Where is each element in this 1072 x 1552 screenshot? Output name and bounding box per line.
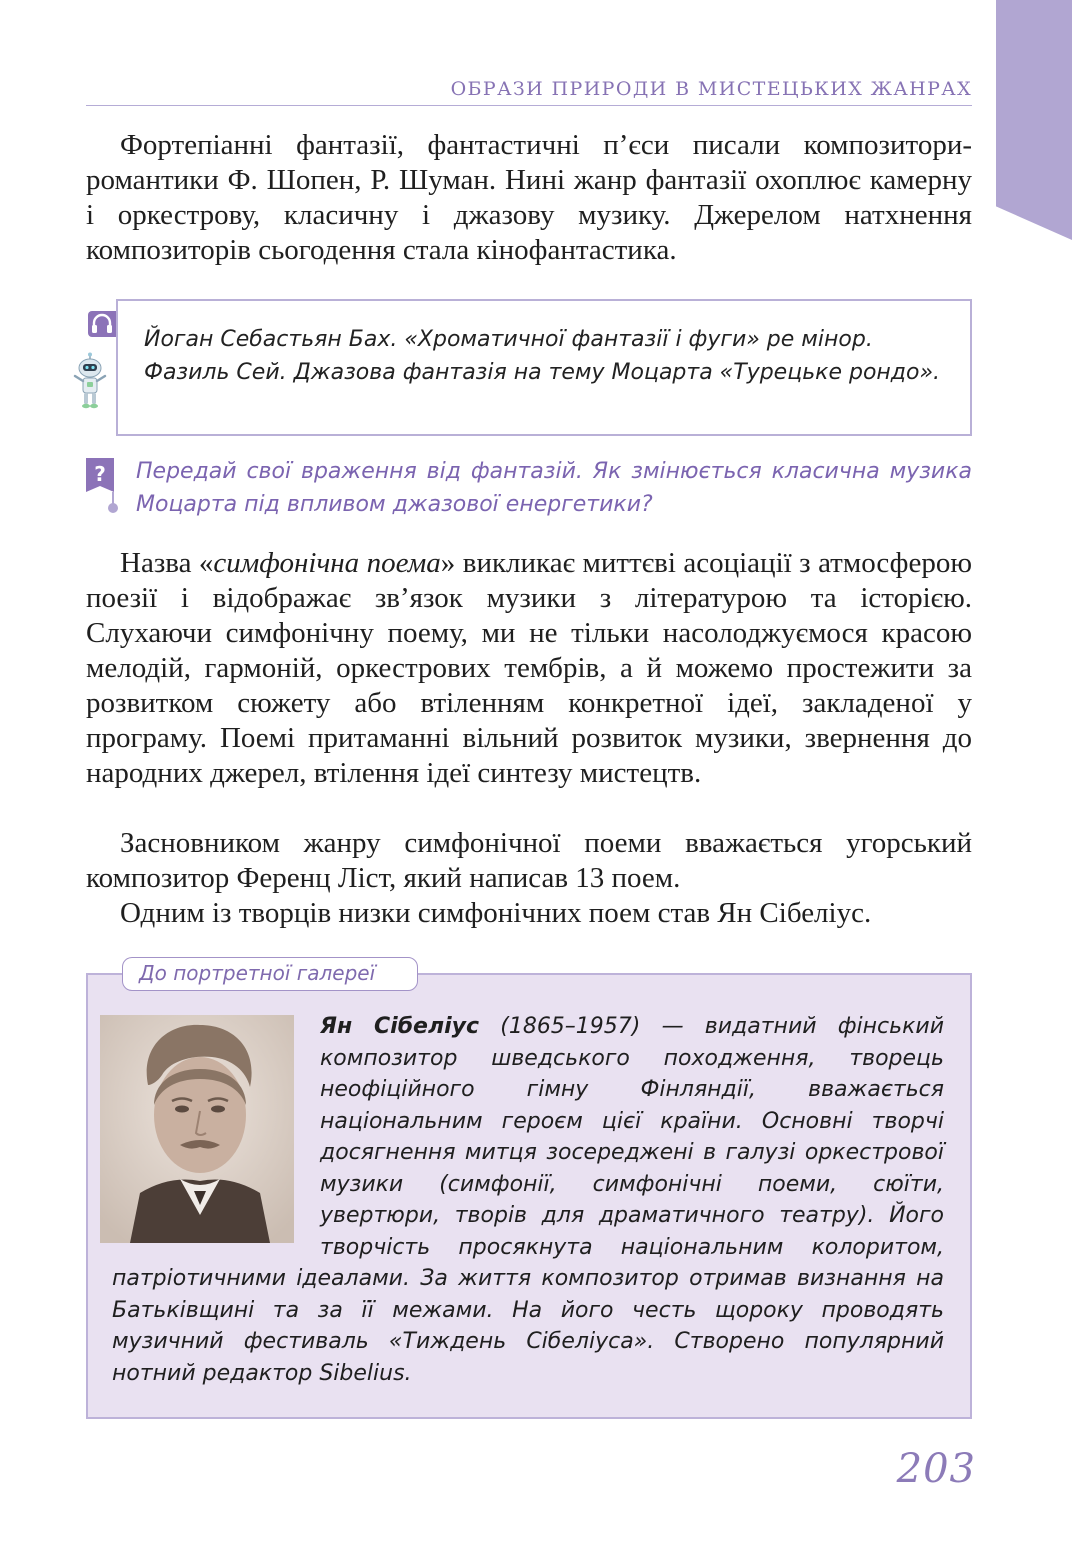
robot-icon (70, 352, 110, 412)
headphones-icon (88, 311, 116, 337)
listening-item-say: Фазиль Сей. Джазова фантазія на тему Моцарта «Турецьке рондо». (144, 360, 941, 385)
portrait-float-space (112, 1011, 320, 1251)
composer-name: Ян Сібеліус (320, 1014, 480, 1039)
listening-item-bach: Йоган Себастьян Бах. «Хроматичної фантазії і фуги» ре мінор. (144, 327, 873, 352)
intro-text: Фортепіанні фантазії, фантастичні п’єси писали композитори-романтики Ф. Шопен, Р. Шуман. Нині жанр фантазії охоплює камерну і оркестрову, класичну і джазову музику. Джерелом натхнення композиторів сьогодення стала кінофантастика. (86, 129, 972, 266)
question-icon (86, 458, 114, 492)
composer-biography (112, 1011, 944, 1389)
page-number: 203 (896, 1446, 976, 1492)
svg-text:?: ? (94, 462, 106, 486)
founder-paragraph (86, 826, 972, 896)
question-text: Передай свої враження від фантазій. Як змінюється класична музика Моцарта під впливом джазової енергетики? (136, 459, 972, 517)
sibelius-paragraph (86, 896, 972, 931)
poem-text-before: Назва « (120, 547, 214, 579)
founder-text: Засновником жанру симфонічної поеми вважається угорський композитор Ференц Ліст, який написав 13 поем. (86, 827, 972, 894)
gallery-label: До портретної галереї (122, 957, 418, 991)
question-marker-dot (108, 503, 118, 513)
poem-term: симфонічна поема (213, 547, 441, 579)
running-head: ОБРАЗИ ПРИРОДИ В МИСТЕЦЬКИХ ЖАНРАХ (86, 74, 972, 106)
intro-paragraph (86, 128, 972, 268)
corner-tab-decoration (996, 0, 1072, 240)
composer-bio-text: (1865–1957) — видатний фінський композитор шведського походження, творець неофіційного гімну Фінляндії, вважається національним героєм цієї країни. Основні творчі досягнення митця зосереджені в галузі оркестрової музики (симфонії, симфонічні поеми, сюїти, увертюри, творів для драматичного театру). Його творчість просякнута національним колоритом, патріотичними ідеалами. За життя композитор отримав визнання на Батьківщині та за її межами. На його честь щороку проводять музичний фестиваль «Тиждень Сібеліуса». Створено популярний нотний редактор Sibelius. (112, 1014, 944, 1386)
listening-box (116, 299, 972, 436)
sibelius-text: Одним із творців низки симфонічних поем став Ян Сібеліус. (120, 897, 872, 929)
poem-text-after: » викликає миттєві асоціації з атмосферою поезії і відображає зв’язок музики з літературою та історією. Слухаючи симфонічну поему, ми не тільки насолоджуємося красою мелодій, гармоній, оркестрових тембрів, а й можемо простежити за розвитком сюжету або втіленням конкретної ідеї, закладеної у програму. Поемі притаманні вільний розвиток музики, звернення до народних джерел, втілення ідеї синтезу мистецтв. (86, 547, 972, 789)
poem-paragraph (86, 546, 972, 791)
